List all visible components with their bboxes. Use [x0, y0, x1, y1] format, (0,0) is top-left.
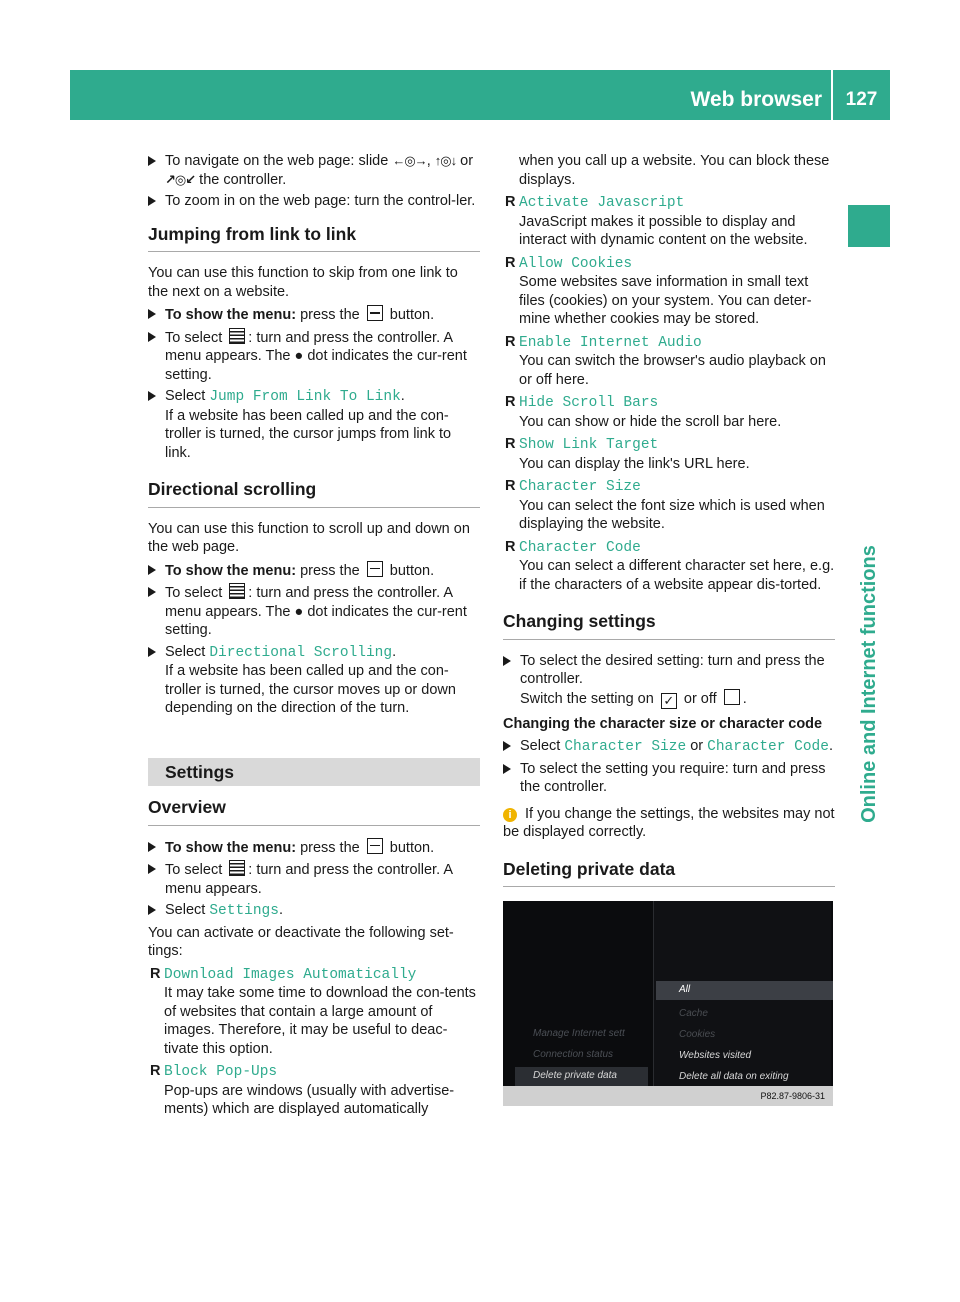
right-column — [503, 152, 835, 1106]
menu-icon — [229, 328, 245, 344]
step-zoom: To zoom in on the web page: turn the control-ler. — [148, 192, 480, 211]
screen-option: Websites visited — [679, 1050, 752, 1061]
step-select-scrolling: Select Directional Scrolling. If a website has been called up and the con-troller is turned, the cursor moves up or down depending on the direction of the turn. — [148, 643, 480, 718]
setting-description: You can display the link's URL here. — [519, 455, 750, 472]
screen-option: Delete all data on exiting — [679, 1071, 789, 1082]
step-select-settings: Select Settings. — [148, 901, 480, 921]
info-note: i If you change the settings, the websites may not be displayed correctly. — [503, 805, 835, 840]
checkbox-checked-icon: ✓ — [661, 693, 677, 709]
heading-changing-settings: Changing settings — [503, 612, 835, 640]
bullet-icon: R — [505, 333, 516, 350]
step-arrow-icon — [148, 587, 156, 597]
screen-menu-item-selected: Delete private data — [515, 1067, 648, 1086]
setting-description: You can show or hide the scroll bar here. — [519, 413, 782, 430]
setting-name: Show Link Target — [519, 437, 659, 453]
step-arrow-icon — [148, 647, 156, 657]
dot-indicator-icon: ● — [294, 603, 304, 620]
step-show-menu: To show the menu: press the button. — [148, 838, 480, 858]
bullet-icon: R — [505, 254, 516, 271]
step-select-menu: To select : turn and press the controller. A menu appears. — [148, 860, 480, 898]
setting-item — [503, 393, 835, 431]
intro-scrolling: You can use this function to scroll up and down on the web page. — [148, 520, 470, 555]
step-show-menu: To show the menu: press the button. — [148, 305, 480, 325]
step-select-menu: To select : turn and press the controller. A menu appears. The ● dot indicates the cur-rent setting. — [148, 328, 480, 385]
controller-slide-up-down-icon: ↑◎↓ — [434, 153, 457, 168]
setting-description: You can switch the browser's audio playback on or off here. — [519, 353, 826, 388]
info-icon: i — [503, 808, 517, 822]
step-select-menu: To select : turn and press the controller. A menu appears. The ● dot indicates the cur-rent setting. — [148, 583, 480, 640]
heading-jumping-links: Jumping from link to link — [148, 225, 480, 253]
settings-band: Settings — [148, 758, 480, 787]
setting-name: Character Code — [519, 539, 641, 556]
setting-description: Some websites save information in small text files (cookies) on your system. You can deter-mine whether cookies may be stored. — [519, 274, 812, 327]
page-header — [70, 70, 890, 120]
step-show-menu: To show the menu: press the button. — [148, 561, 480, 581]
step-arrow-icon — [148, 565, 156, 575]
intro-jumping: You can use this function to skip from one link to the next on a website. — [148, 265, 458, 300]
sidebar-chapter-label: Online and Internet functions — [857, 545, 880, 823]
controller-slide-diagonal-icon: ↗◎↙ — [165, 171, 196, 187]
step-arrow-icon — [503, 764, 511, 774]
menu-option-code: Directional Scrolling — [209, 644, 393, 661]
setting-name: Enable Internet Audio — [519, 334, 702, 351]
setting-description: You can select a different character set here, e.g. if the characters of a website appear dis-torted. — [519, 558, 835, 593]
menu-option-code: Character Size — [564, 739, 687, 755]
step-navigate: To navigate on the web page: slide ←◎→, ↑◎↓ or ↗◎↙ the controller. — [148, 152, 480, 189]
heading-deleting-private-data: Deleting private data — [503, 860, 835, 888]
setting-description: JavaScript makes it possible to display and interact with dynamic content on the website. — [519, 213, 808, 248]
bullet-icon: R — [505, 194, 516, 210]
setting-item — [503, 477, 835, 534]
head-unit-screenshot — [503, 901, 833, 1106]
bullet-icon: R — [505, 394, 516, 410]
setting-item — [503, 333, 835, 390]
step-arrow-icon — [148, 905, 156, 915]
setting-item — [148, 965, 480, 1059]
back-button-icon — [367, 305, 383, 321]
section-title: Web browser — [690, 88, 822, 111]
step-select-required: To select the setting you require: turn and press the controller. — [503, 760, 835, 797]
page-number: 127 — [845, 89, 878, 110]
menu-option-code: Settings — [209, 903, 279, 919]
setting-item — [503, 193, 835, 250]
setting-name: Character Size — [519, 479, 641, 495]
step-arrow-icon — [148, 309, 156, 319]
setting-item — [503, 254, 835, 329]
image-reference-code: P82.87-9806-31 — [503, 1086, 833, 1106]
bullet-icon: R — [150, 1063, 161, 1079]
back-button-icon — [367, 561, 383, 577]
menu-option-code: Jump From Link To Link — [209, 389, 401, 405]
controller-slide-left-right-icon: ←◎→ — [392, 153, 427, 168]
screen-menu-item: Connection status — [533, 1049, 614, 1060]
screen-right-menu — [653, 901, 831, 1086]
step-arrow-icon — [503, 741, 511, 751]
step-arrow-icon — [503, 656, 511, 666]
setting-name: Activate Javascript — [519, 195, 685, 211]
menu-option-code: Character Code — [707, 739, 829, 755]
subheading-character: Changing the character size or character code — [503, 715, 823, 732]
setting-description: You can select the font size which is used when displaying the website. — [519, 497, 825, 532]
step-arrow-icon — [148, 196, 156, 206]
bullet-icon: R — [505, 478, 516, 494]
step-select-setting: To select the desired setting: turn and press the controller. Switch the setting on ✓ or off . — [503, 652, 835, 709]
bullet-icon: R — [505, 538, 516, 555]
heading-overview: Overview — [148, 798, 480, 826]
setting-item — [503, 538, 835, 595]
setting-item — [148, 1062, 480, 1119]
screen-menu-item: Manage Internet sett — [533, 1028, 625, 1039]
checkbox-unchecked-icon — [724, 689, 740, 705]
setting-name: Download Images Automatically — [164, 966, 417, 983]
heading-directional-scrolling: Directional scrolling — [148, 480, 480, 508]
settings-intro: You can activate or deactivate the following set-tings: — [148, 924, 454, 959]
step-select-character: Select Character Size or Character Code. — [503, 737, 835, 757]
bullet-icon: R — [150, 965, 161, 982]
menu-icon — [229, 583, 245, 599]
left-column — [148, 152, 480, 1123]
setting-name: Hide Scroll Bars — [519, 395, 659, 411]
setting-name: Block Pop-Ups — [164, 1064, 278, 1080]
dot-indicator-icon: ● — [294, 348, 304, 364]
menu-icon — [229, 860, 245, 876]
step-arrow-icon — [148, 332, 156, 342]
screen-option-selected: All — [656, 981, 833, 1000]
setting-description: Pop-ups are windows (usually with advertise-ments) which are displayed automatically — [164, 1082, 455, 1117]
step-arrow-icon — [148, 156, 156, 166]
screen-option: Cookies — [679, 1029, 716, 1040]
bullet-icon: R — [505, 436, 516, 452]
step-arrow-icon — [148, 842, 156, 852]
continued-text: when you call up a website. You can block these displays. — [519, 153, 830, 188]
setting-name: Allow Cookies — [519, 255, 633, 272]
sidebar-marker — [848, 205, 890, 247]
step-select-jump: Select Jump From Link To Link. If a website has been called up and the con-troller is turned, the cursor jumps from link to link. — [148, 387, 480, 462]
screen-left-menu — [505, 901, 650, 1086]
step-arrow-icon — [148, 391, 156, 401]
step-arrow-icon — [148, 864, 156, 874]
back-button-icon — [367, 838, 383, 854]
setting-item — [503, 435, 835, 473]
setting-description: It may take some time to download the con-tents of websites that contain a large amount of images. Therefore, it may be useful to deac-tivate this option. — [164, 985, 476, 1057]
screen-option: Cache — [679, 1008, 708, 1019]
